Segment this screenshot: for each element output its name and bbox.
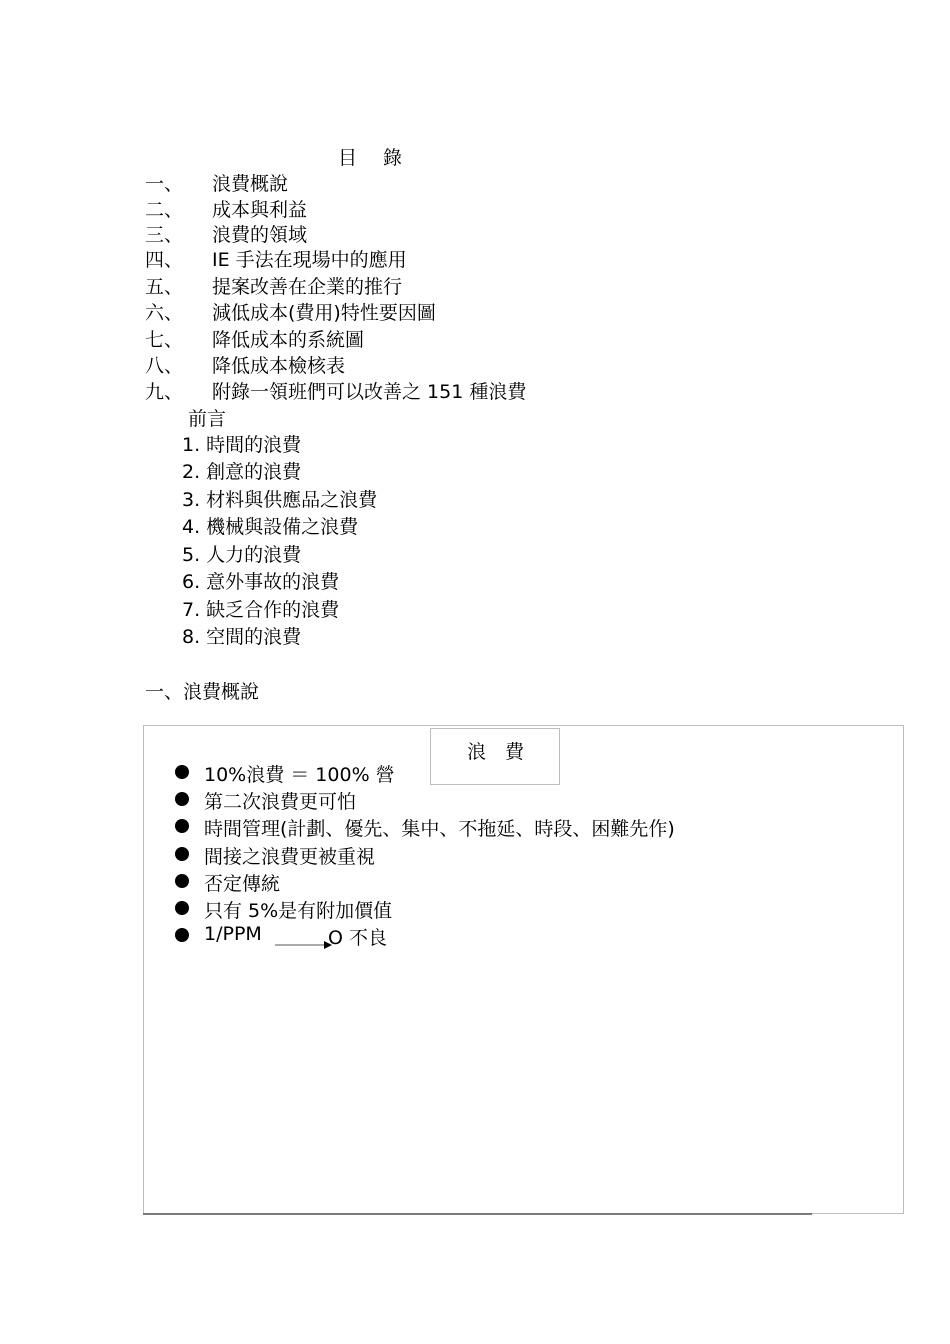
bullet-text: 10%浪費 ＝ 100% 營 [204,764,395,786]
toc-sub-item: 8. 空間的浪費 [182,626,302,648]
toc-item-text: 降低成本檢核表 [212,355,346,377]
toc-item-text: 附錄一領班們可以改善之 151 種浪費 [212,381,527,403]
toc-sub-item: 5. 人力的浪費 [182,544,302,566]
bullet-dot-icon [175,765,189,779]
toc-item-text: 浪費的領域 [212,224,308,246]
toc-item-text: IE 手法在現場中的應用 [212,249,407,271]
toc-title [338,143,402,170]
toc-title-right: 錄 [383,147,403,169]
bullet-text: 第二次浪費更可怕 [204,791,357,813]
toc-sub-item: 3. 材料與供應品之浪費 [182,489,378,511]
bullet-text: 時間管理(計劃、優先、集中、不拖延、時段、困難先作) [204,818,675,840]
arrow-right-icon [275,940,332,950]
bullet-dot-icon [175,819,189,833]
toc-sub-item: 7. 缺乏合作的浪費 [182,599,340,621]
section-heading: 一、浪費概說 [145,681,260,703]
toc-item-number: 三、 [145,224,184,246]
toc-item-number: 八、 [145,355,184,377]
toc-item-number: 六、 [145,302,184,324]
toc-sub-item: 1. 時間的浪費 [182,434,302,456]
bullet-dot-icon [175,901,189,915]
toc-sub-item: 4. 機械與設備之浪費 [182,516,359,538]
toc-item-number: 二、 [145,199,184,221]
frame-bottom-rule [143,1213,812,1215]
toc-item-number: 七、 [145,329,184,351]
bullet-text: 間接之浪費更被重視 [204,846,376,868]
ppm-target-text: O 不良 [328,927,387,949]
toc-title-left: 目 [338,147,358,169]
bullet-text: 1/PPM [204,923,262,945]
toc-item-text: 浪費概說 [212,173,289,195]
toc-item-text: 提案改善在企業的推行 [212,276,403,298]
toc-item-number: 五、 [145,276,184,298]
bullet-text: 只有 5%是有附加價值 [204,900,393,922]
toc-sub-item: 6. 意外事故的浪費 [182,571,340,593]
bullet-dot-icon [175,847,189,861]
toc-item-text: 減低成本(費用)特性要因圖 [212,302,436,324]
toc-item-text: 成本與利益 [212,199,308,221]
toc-preface: 前言 [188,408,227,430]
bullet-dot-icon [175,874,189,888]
toc-item-number: 一、 [145,173,184,195]
toc-item-text: 降低成本的系統圖 [212,329,365,351]
toc-item-number: 九、 [145,381,184,403]
bullet-text: 否定傳統 [204,873,281,895]
toc-sub-item: 2. 創意的浪費 [182,461,302,483]
waste-label-text: 浪 費 [467,741,525,763]
waste-label-box [430,728,560,785]
bullet-dot-icon [175,928,189,942]
bullet-dot-icon [175,792,189,806]
toc-item-number: 四、 [145,249,184,271]
